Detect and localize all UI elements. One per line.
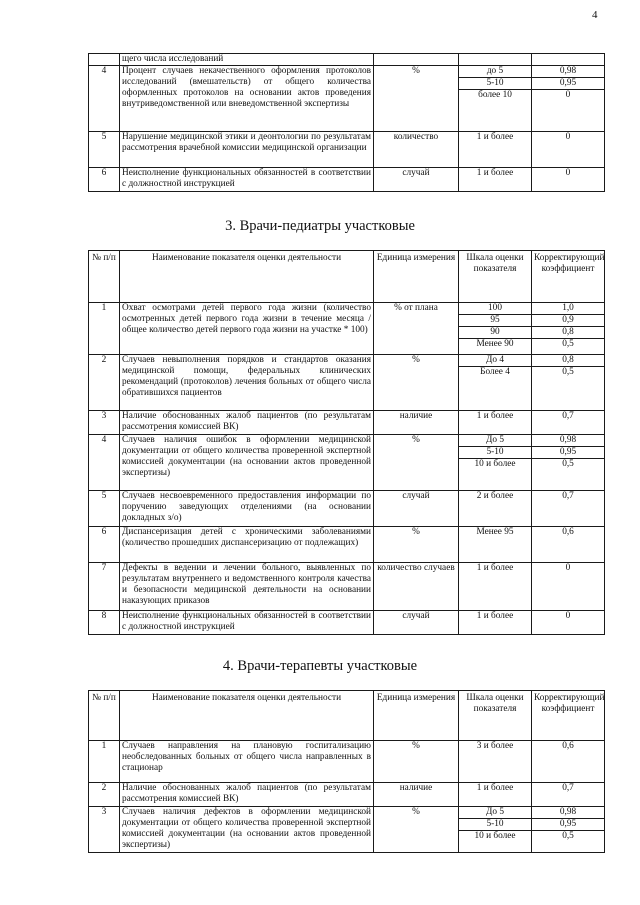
scale-cell [459, 355, 532, 411]
coefficient-value: 0,95 [532, 447, 604, 459]
scale-value: 90 [459, 327, 531, 339]
indicator-name: Наличие обоснованных жалоб пациентов (по результатам рассмотрения комиссией ВК) [120, 411, 374, 435]
scale-value: 100 [459, 303, 531, 315]
indicator-name: Случаев наличия дефектов в оформлении медицинской документации от общего количества проверенной экспертной комиссией документации (на основании актов проведенной экспертизы) [120, 807, 374, 853]
row-number: 2 [89, 783, 120, 807]
coefficient-cell [532, 563, 605, 611]
coefficient-value: 0,7 [562, 491, 574, 501]
table-row [89, 807, 605, 853]
coefficient-value: 0,9 [532, 315, 604, 327]
coefficient-value: 0 [565, 168, 571, 178]
coefficient-cell [532, 355, 605, 411]
table-row [89, 491, 605, 527]
scale-cell [459, 435, 532, 491]
coefficient-value: 0,5 [562, 339, 574, 349]
table-row [89, 741, 605, 783]
coefficient-value: 0,8 [532, 355, 604, 367]
coefficient-value: 0,6 [562, 527, 574, 537]
header-coef: Корректирующий коэффициент [532, 251, 605, 303]
indicator-name: Дефекты в ведении и лечении больного, выявленных по результатам внутреннего и ведомственного контроля качества и безопасности медицинской деятельности на основании наказующих приказов [120, 563, 374, 611]
row-number: 3 [89, 807, 120, 853]
scale-cell [459, 807, 532, 853]
unit-of-measure: случай [374, 168, 459, 192]
unit-of-measure: % [374, 527, 459, 563]
table-row [89, 168, 605, 192]
scale-cell [459, 741, 532, 783]
indicator-name: Наличие обоснованных жалоб пациентов (по результатам рассмотрения комиссией ВК) [120, 783, 374, 807]
indicator-name: Случаев наличия ошибок в оформлении медицинской документации от общего количества проверенной экспертной комиссией документации (на основании актов проведенной экспертизы) [120, 435, 374, 491]
scale-cell [459, 563, 532, 611]
scale-value: До 4 [459, 355, 531, 367]
row-number: 6 [89, 168, 120, 192]
unit-of-measure: количество [374, 132, 459, 168]
row-number: 5 [89, 132, 120, 168]
scale-value: более 10 [478, 90, 512, 100]
scale-value: Менее 95 [476, 527, 514, 537]
coefficient-value: 0,8 [532, 327, 604, 339]
scale-value: 1 и более [476, 563, 514, 573]
table-section-4 [88, 690, 605, 853]
coefficient-value: 0,5 [562, 367, 574, 377]
coefficient-cell [532, 491, 605, 527]
scale-value: до 5 [459, 66, 531, 78]
scale-value: 5-10 [459, 819, 531, 831]
row-number: 6 [89, 527, 120, 563]
coefficient-value: 1,0 [532, 303, 604, 315]
scale-cell [459, 132, 532, 168]
coefficient-value: 0,5 [562, 459, 574, 469]
header-num: № п/п [89, 691, 120, 741]
coefficient-cell [532, 168, 605, 192]
scale-value: 10 и более [474, 459, 516, 469]
section-4-title: 4. Врачи-терапевты участковые [222, 658, 418, 674]
scale-value: 1 и более [476, 611, 514, 621]
unit-of-measure: % [374, 355, 459, 411]
section-3-title: 3. Врачи-педиатры участковые [225, 218, 415, 234]
coefficient-value: 0,5 [562, 831, 574, 841]
row-number: 1 [89, 303, 120, 355]
unit-of-measure: % [374, 741, 459, 783]
coefficient-value: 0 [565, 611, 571, 621]
scale-value: 1 и более [476, 783, 514, 793]
scale-cell [459, 168, 532, 192]
table-row [89, 355, 605, 411]
row-number: 4 [89, 435, 120, 491]
scale-value: До 5 [459, 435, 531, 447]
scale-cell [459, 527, 532, 563]
coefficient-value: 0,7 [562, 411, 574, 421]
coefficient-cell [532, 527, 605, 563]
row-number: 1 [89, 741, 120, 783]
table-row [89, 132, 605, 168]
unit-of-measure: % от плана [374, 303, 459, 355]
scale-value: 5-10 [459, 78, 531, 90]
scale-cell [459, 66, 532, 132]
table-row [89, 527, 605, 563]
unit-of-measure: наличие [374, 411, 459, 435]
indicator-name: Случаев невыполнения порядков и стандартов оказания медицинской помощи, федеральных клинических рекомендаций (протоколов) лечения больных от общего числа обратившихся пациентов [120, 355, 374, 411]
coefficient-value: 0 [565, 90, 571, 100]
scale-value: 1 и более [476, 411, 514, 421]
indicator-name: Случаев направления на плановую госпитализацию необследованных больных от общего числа направленных в стационар [120, 741, 374, 783]
coefficient-cell [532, 411, 605, 435]
unit-of-measure: случай [374, 611, 459, 635]
table-row [89, 783, 605, 807]
scale-value: 3 и более [476, 741, 514, 751]
header-scale: Шкала оценки показателя [459, 251, 532, 303]
coefficient-cell [532, 611, 605, 635]
coefficient-value: 0,6 [562, 741, 574, 751]
table-row [89, 611, 605, 635]
header-num: № п/п [89, 251, 120, 303]
coefficient-cell [532, 132, 605, 168]
scale-cell [459, 491, 532, 527]
row-number [89, 54, 120, 66]
scale-value: До 5 [459, 807, 531, 819]
unit-of-measure: % [374, 66, 459, 132]
coefficient-cell [532, 783, 605, 807]
header-coef: Корректирующий коэффициент [532, 691, 605, 741]
indicator-name: Случаев несвоевременного предоставления информации по поручению заведующих отделениями (на основании докладных з/о) [120, 491, 374, 527]
scale-cell [459, 411, 532, 435]
coefficient-cell [532, 66, 605, 132]
table-row [89, 54, 605, 66]
coefficient-value: 0 [565, 563, 571, 573]
table-row [89, 411, 605, 435]
indicator-name: щего числа исследований [120, 54, 374, 66]
coefficient-cell [532, 54, 605, 66]
scale-cell [459, 611, 532, 635]
indicator-name: Диспансеризация детей с хроническими заболеваниями (количество прошедших диспансеризацию от подлежащих) [120, 527, 374, 563]
coefficient-cell [532, 303, 605, 355]
table-row [89, 303, 605, 355]
scale-cell [459, 303, 532, 355]
table-continuation [88, 53, 605, 192]
coefficient-value: 0,95 [532, 819, 604, 831]
scale-value: 1 и более [476, 132, 514, 142]
coefficient-value: 0,7 [562, 783, 574, 793]
indicator-name: Процент случаев некачественного оформления протоколов исследований (вмешательств) от общего количества оформленных протоколов на основании актов проведения внутриведомственной или вневедомственной экспертизы [120, 66, 374, 132]
row-number: 4 [89, 66, 120, 132]
scale-cell [459, 54, 532, 66]
header-unit: Единица измерения [374, 251, 459, 303]
unit-of-measure: % [374, 807, 459, 853]
scale-value: 2 и более [476, 491, 514, 501]
page-number: 4 [592, 9, 598, 21]
header-name: Наименование показателя оценки деятельности [120, 251, 374, 303]
indicator-name: Неисполнение функциональных обязанностей в соответствии с должностной инструкцией [120, 168, 374, 192]
coefficient-cell [532, 807, 605, 853]
indicator-name: Неисполнение функциональных обязанностей в соответствии с должностной инструкцией [120, 611, 374, 635]
scale-value: Менее 90 [476, 339, 514, 349]
table-row [89, 435, 605, 491]
scale-value: 1 и более [476, 168, 514, 178]
coefficient-value: 0,98 [532, 435, 604, 447]
coefficient-value: 0 [565, 132, 571, 142]
scale-cell [459, 783, 532, 807]
header-unit: Единица измерения [374, 691, 459, 741]
row-number: 5 [89, 491, 120, 527]
scale-value: 5-10 [459, 447, 531, 459]
row-number: 3 [89, 411, 120, 435]
unit-of-measure: случай [374, 491, 459, 527]
row-number: 2 [89, 355, 120, 411]
unit-of-measure: наличие [374, 783, 459, 807]
unit-of-measure: количество случаев [374, 563, 459, 611]
coefficient-value: 0,95 [532, 78, 604, 90]
header-scale: Шкала оценки показателя [459, 691, 532, 741]
unit-of-measure [374, 54, 459, 66]
coefficient-cell [532, 435, 605, 491]
scale-value: Более 4 [480, 367, 510, 377]
indicator-name: Нарушение медицинской этики и деонтологии по результатам рассмотрения врачебной комиссии медицинской организации [120, 132, 374, 168]
scale-value: 10 и более [474, 831, 516, 841]
table-row [89, 563, 605, 611]
unit-of-measure: % [374, 435, 459, 491]
coefficient-value: 0,98 [532, 807, 604, 819]
row-number: 8 [89, 611, 120, 635]
indicator-name: Охват осмотрами детей первого года жизни (количество осмотренных детей первого года жизни в течение месяца / общее количество детей первого года жизни на участке * 100) [120, 303, 374, 355]
coefficient-value: 0,98 [532, 66, 604, 78]
table-section-3 [88, 250, 605, 635]
scale-value: 95 [459, 315, 531, 327]
row-number: 7 [89, 563, 120, 611]
table-row [89, 66, 605, 132]
header-name: Наименование показателя оценки деятельности [120, 691, 374, 741]
coefficient-cell [532, 741, 605, 783]
